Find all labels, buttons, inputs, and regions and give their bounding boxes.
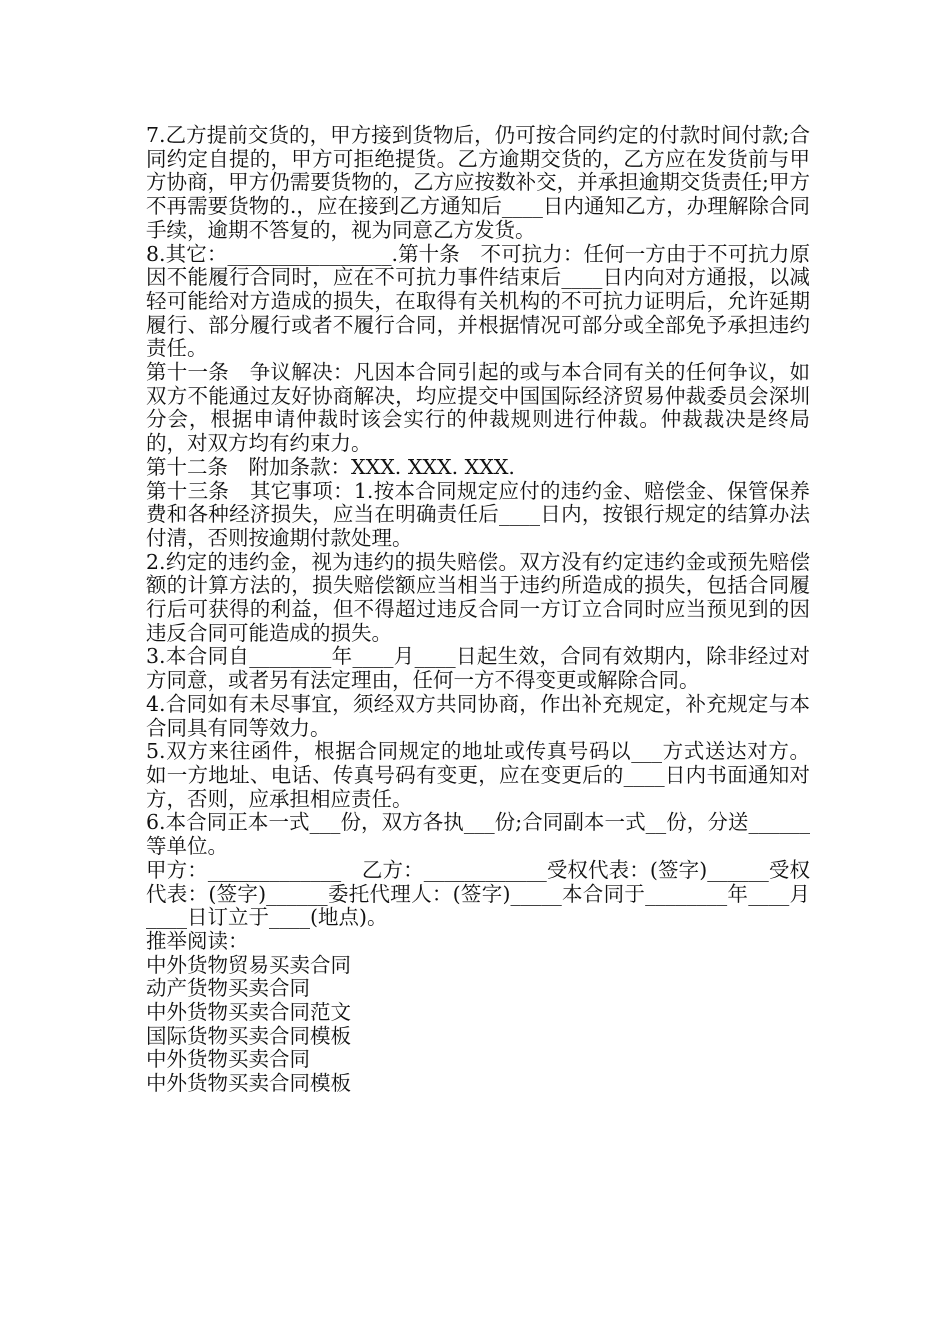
recommend-link[interactable]: 中外货物贸易买卖合同 bbox=[146, 952, 351, 977]
clause-11-dispute: 第十一条 争议解决：凡因本合同引起的或与本合同有关的任何争议，如双方不能通过友好协商解决，均应提交中国国际经济贸易仲裁委员会深圳分会，根据申请仲裁时该会实行的仲裁规则进行仲裁。仲裁裁决是终局的，对双方均有约束力。 bbox=[146, 360, 810, 456]
recommend-link[interactable]: 中外货物买卖合同模板 bbox=[146, 1071, 351, 1096]
clause-13-other-4: 4.合同如有未尽事宜，须经双方共同协商，作出补充规定，补充规定与本合同具有同等效力。 bbox=[146, 691, 810, 740]
clause-13-other-5: 5.双方来往函件，根据合同规定的地址或传真号码以___方式送达对方。如一方地址、电话、传真号码有变更，应在变更后的____日内书面通知对方，否则，应承担相应责任。 bbox=[146, 739, 810, 811]
recommend-heading: 推举阅读： bbox=[146, 928, 249, 953]
clause-13-other-3: 3.本合同自________年____月____日起生效，合同有效期内，除非经过对方同意，或者另有法定理由，任何一方不得变更或解除合同。 bbox=[146, 644, 810, 693]
clause-12-additional: 第十二条 附加条款：XXX. XXX. XXX. bbox=[146, 454, 515, 479]
clause-13-other-6: 6.本合同正本一式___份，双方各执___份;合同副本一式__份，分送______等单位。 bbox=[146, 810, 810, 859]
recommend-link[interactable]: 国际货物买卖合同模板 bbox=[146, 1023, 351, 1048]
recommend-link[interactable]: 中外货物买卖合同范文 bbox=[146, 1000, 351, 1025]
clause-7-delivery: 7.乙方提前交货的，甲方接到货物后，仍可按合同约定的付款时间付款;合同约定自提的，甲方可拒绝提货。乙方逾期交货的，乙方应在发货前与甲方协商，甲方仍需要货物的，乙方应按数补交，并承担逾期交货责任;甲方不再需要货物的.，应在接到乙方通知后____日内通知乙方，办理解除合同手续，逾期不答复的，视为同意乙方发货。 bbox=[146, 123, 810, 242]
signature-block: 甲方：_____________ 乙方：____________受权代表：(签字)______受权代表：(签字)______委托代理人：(签字)_____本合同于________年____月____日订立于____(地点)。 bbox=[146, 857, 810, 930]
clause-8-force-majeure: 8.其它：________________.第十条 不可抗力：任何一方由于不可抗力原因不能履行合同时，应在不可抗力事件结束后____日内向对方通报，以减轻可能给对方造成的损失，在取得有关机构的不可抗力证明后，允许延期履行、部分履行或者不履行合同，并根据情况可部分或全部免予承担违约责任。 bbox=[146, 241, 810, 361]
recommend-link[interactable]: 中外货物买卖合同 bbox=[146, 1047, 310, 1072]
document-body bbox=[146, 124, 810, 1096]
clause-13-other-2: 2.约定的违约金，视为违约的损失赔偿。双方没有约定违约金或预先赔偿额的计算方法的，损失赔偿额应当相当于违约所造成的损失，包括合同履行后可获得的利益，但不得超过违反合同一方订立合同时应当预见到的因违反合同可能造成的损失。 bbox=[146, 549, 810, 645]
recommend-link[interactable]: 动产货物买卖合同 bbox=[146, 976, 310, 1001]
clause-13-other-1: 第十三条 其它事项：1.按本合同规定应付的违约金、赔偿金、保管保养费和各种经济损失，应当在明确责任后____日内，按银行规定的结算办法付清，否则按逾期付款处理。 bbox=[146, 478, 810, 550]
